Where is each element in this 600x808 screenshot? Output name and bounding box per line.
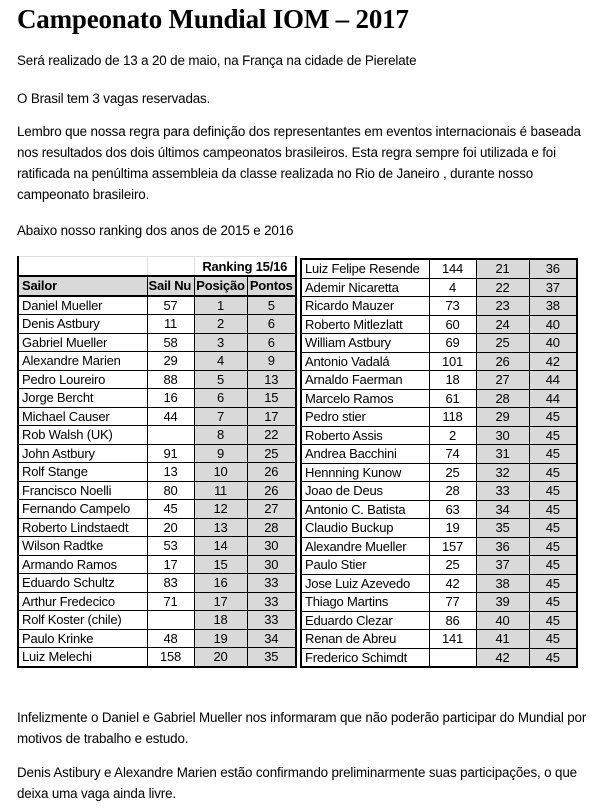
points-cell: 45 <box>529 519 577 538</box>
position-cell: 12 <box>194 500 247 519</box>
ranking-group-header-row <box>18 257 296 277</box>
ranking-row <box>301 334 577 353</box>
sail-number-cell: 44 <box>147 407 194 426</box>
sail-number-cell: 25 <box>429 556 476 575</box>
ranking-row <box>301 537 577 556</box>
sail-number-cell: 80 <box>147 481 194 500</box>
sailor-name-cell: Renan de Abreu <box>301 630 429 649</box>
points-cell: 44 <box>529 389 577 408</box>
sailor-name-cell: Claudio Buckup <box>301 519 429 538</box>
position-cell: 32 <box>476 463 529 482</box>
sailor-name-cell: Antonio C. Batista <box>301 500 429 519</box>
points-cell: 45 <box>529 611 577 630</box>
position-cell: 9 <box>194 444 247 463</box>
points-cell: 45 <box>529 556 577 575</box>
ranking-row <box>301 611 577 630</box>
sailor-name-cell: Joao de Deus <box>301 482 429 501</box>
points-cell: 6 <box>247 315 296 334</box>
points-cell: 42 <box>529 352 577 371</box>
sail-number-cell: 69 <box>429 334 476 353</box>
position-cell: 22 <box>476 278 529 297</box>
ranking-group-header: Ranking 15/16 <box>194 257 296 277</box>
sail-number-cell: 60 <box>429 315 476 334</box>
sailor-name-cell: Daniel Mueller <box>18 296 147 315</box>
sail-number-cell: 141 <box>429 630 476 649</box>
sail-number-cell: 53 <box>147 537 194 556</box>
sail-number-cell: 158 <box>147 648 194 667</box>
position-cell: 10 <box>194 463 247 482</box>
position-cell: 28 <box>476 389 529 408</box>
sail-number-cell: 74 <box>429 445 476 464</box>
points-cell: 5 <box>247 296 296 315</box>
ranking-row <box>18 407 296 426</box>
points-cell: 6 <box>247 333 296 352</box>
header-empty-cell <box>18 257 147 277</box>
sailor-name-cell: Ademir Nicaretta <box>301 278 429 297</box>
sail-number-cell: 25 <box>429 463 476 482</box>
points-cell: 15 <box>247 389 296 408</box>
points-cell: 36 <box>529 259 577 278</box>
ranking-row <box>18 315 296 334</box>
sailor-name-cell: Andrea Bacchini <box>301 445 429 464</box>
sail-number-cell: 58 <box>147 333 194 352</box>
sailor-name-cell: Rolf Stange <box>18 463 147 482</box>
points-cell: 30 <box>247 537 296 556</box>
ranking-row <box>301 352 577 371</box>
position-cell: 8 <box>194 426 247 445</box>
sailor-name-cell: Michael Causer <box>18 407 147 426</box>
points-cell: 26 <box>247 481 296 500</box>
sailor-name-cell: Marcelo Ramos <box>301 389 429 408</box>
points-cell: 44 <box>529 371 577 390</box>
sail-number-cell: 13 <box>147 463 194 482</box>
position-cell: 16 <box>194 574 247 593</box>
sailor-name-cell: Roberto Lindstaedt <box>18 518 147 537</box>
position-cell: 4 <box>194 352 247 371</box>
sail-number-cell: 101 <box>429 352 476 371</box>
points-cell: 33 <box>247 592 296 611</box>
points-cell: 26 <box>247 463 296 482</box>
sail-number-cell <box>147 611 194 630</box>
sailor-name-cell: Rob Walsh (UK) <box>18 426 147 445</box>
sailor-name-cell: Jorge Bercht <box>18 389 147 408</box>
ranking-row <box>18 629 296 648</box>
points-cell: 30 <box>247 555 296 574</box>
ranking-row <box>301 593 577 612</box>
position-cell: 6 <box>194 389 247 408</box>
sail-number-cell: 45 <box>147 500 194 519</box>
sail-number-cell: 42 <box>429 574 476 593</box>
ranking-row <box>18 481 296 500</box>
position-cell: 41 <box>476 630 529 649</box>
ranking-row <box>18 389 296 408</box>
sailor-name-cell: Jose Luiz Azevedo <box>301 574 429 593</box>
paragraph-ranking-intro: Abaixo nosso ranking dos anos de 2015 e 2016 <box>17 223 294 238</box>
sail-number-cell: 11 <box>147 315 194 334</box>
sail-number-cell: 77 <box>429 593 476 612</box>
sailor-name-cell: Rolf Koster (chile) <box>18 611 147 630</box>
ranking-row <box>18 574 296 593</box>
points-cell: 45 <box>529 593 577 612</box>
paragraph-event-dates: Será realizado de 13 a 20 de maio, na França na cidade de Pierelate <box>17 53 417 68</box>
position-cell: 29 <box>476 408 529 427</box>
ranking-row <box>18 370 296 389</box>
ranking-row <box>301 371 577 390</box>
points-cell: 38 <box>529 297 577 316</box>
column-header-sail-number: Sail Nu <box>147 276 194 296</box>
position-cell: 7 <box>194 407 247 426</box>
position-cell: 42 <box>476 648 529 667</box>
points-cell: 45 <box>529 408 577 427</box>
points-cell: 13 <box>247 370 296 389</box>
ranking-row <box>18 333 296 352</box>
sailor-name-cell: Antonio Vadalá <box>301 352 429 371</box>
sail-number-cell: 17 <box>147 555 194 574</box>
ranking-table-right <box>300 258 578 668</box>
sail-number-cell: 28 <box>429 482 476 501</box>
ranking-row <box>301 389 577 408</box>
sail-number-cell: 88 <box>147 370 194 389</box>
sailor-name-cell: William Astbury <box>301 334 429 353</box>
sailor-name-cell: Wilson Radtke <box>18 537 147 556</box>
position-cell: 37 <box>476 556 529 575</box>
position-cell: 35 <box>476 519 529 538</box>
points-cell: 45 <box>529 574 577 593</box>
sailor-name-cell: Paulo Stier <box>301 556 429 575</box>
ranking-row <box>301 408 577 427</box>
sailor-name-cell: Luiz Felipe Resende <box>301 259 429 278</box>
ranking-row <box>301 648 577 667</box>
points-cell: 9 <box>247 352 296 371</box>
ranking-row <box>301 297 577 316</box>
sailor-name-cell: John Astbury <box>18 444 147 463</box>
sail-number-cell: 4 <box>429 278 476 297</box>
points-cell: 40 <box>529 334 577 353</box>
sail-number-cell: 19 <box>429 519 476 538</box>
position-cell: 1 <box>194 296 247 315</box>
column-header-sailor: Sailor <box>18 276 147 296</box>
sailor-name-cell: Pedro Loureiro <box>18 370 147 389</box>
sail-number-cell: 83 <box>147 574 194 593</box>
sail-number-cell: 57 <box>147 296 194 315</box>
sail-number-cell: 73 <box>429 297 476 316</box>
ranking-row <box>18 592 296 611</box>
points-cell: 45 <box>529 482 577 501</box>
sail-number-cell <box>429 648 476 667</box>
sail-number-cell: 144 <box>429 259 476 278</box>
sailor-name-cell: Roberto Mitlezlatt <box>301 315 429 334</box>
points-cell: 45 <box>529 500 577 519</box>
points-cell: 17 <box>247 407 296 426</box>
column-header-position: Posição <box>194 276 247 296</box>
sailor-name-cell: Armando Ramos <box>18 555 147 574</box>
position-cell: 33 <box>476 482 529 501</box>
position-cell: 36 <box>476 537 529 556</box>
sail-number-cell: 16 <box>147 389 194 408</box>
ranking-row <box>301 278 577 297</box>
sailor-name-cell: Gabriel Mueller <box>18 333 147 352</box>
position-cell: 14 <box>194 537 247 556</box>
points-cell: 25 <box>247 444 296 463</box>
points-cell: 45 <box>529 630 577 649</box>
header-empty-cell <box>147 257 194 277</box>
position-cell: 25 <box>476 334 529 353</box>
sailor-name-cell: Thiago Martins <box>301 593 429 612</box>
paragraph-withdrawals: Infelizmente o Daniel e Gabriel Mueller nos informaram que não poderão participar do Mundial por motivos de trabalho e estudo. <box>17 710 587 746</box>
sail-number-cell: 86 <box>429 611 476 630</box>
sail-number-cell: 29 <box>147 352 194 371</box>
ranking-row <box>301 574 577 593</box>
ranking-row <box>18 426 296 445</box>
position-cell: 31 <box>476 445 529 464</box>
points-cell: 35 <box>247 648 296 667</box>
sailor-name-cell: Arthur Fredecico <box>18 592 147 611</box>
ranking-row <box>301 556 577 575</box>
points-cell: 45 <box>529 426 577 445</box>
position-cell: 17 <box>194 592 247 611</box>
sail-number-cell: 18 <box>429 371 476 390</box>
sailor-name-cell: Luiz Melechi <box>18 648 147 667</box>
sail-number-cell: 48 <box>147 629 194 648</box>
ranking-row <box>301 259 577 278</box>
position-cell: 19 <box>194 629 247 648</box>
ranking-row <box>301 500 577 519</box>
sailor-name-cell: Francisco Noelli <box>18 481 147 500</box>
position-cell: 39 <box>476 593 529 612</box>
position-cell: 3 <box>194 333 247 352</box>
sailor-name-cell: Alexandre Marien <box>18 352 147 371</box>
ranking-row <box>18 352 296 371</box>
sailor-name-cell: Fernando Campelo <box>18 500 147 519</box>
points-cell: 40 <box>529 315 577 334</box>
position-cell: 34 <box>476 500 529 519</box>
sail-number-cell <box>147 426 194 445</box>
points-cell: 22 <box>247 426 296 445</box>
sail-number-cell: 61 <box>429 389 476 408</box>
position-cell: 30 <box>476 426 529 445</box>
ranking-row <box>301 463 577 482</box>
ranking-row <box>18 463 296 482</box>
points-cell: 45 <box>529 445 577 464</box>
ranking-row <box>301 519 577 538</box>
position-cell: 26 <box>476 352 529 371</box>
ranking-row <box>18 518 296 537</box>
ranking-row <box>18 537 296 556</box>
points-cell: 45 <box>529 537 577 556</box>
sailor-name-cell: Paulo Krinke <box>18 629 147 648</box>
position-cell: 13 <box>194 518 247 537</box>
position-cell: 11 <box>194 481 247 500</box>
sailor-name-cell: Frederico Schimdt <box>301 648 429 667</box>
ranking-row <box>18 296 296 315</box>
points-cell: 34 <box>247 629 296 648</box>
sailor-name-cell: Ricardo Mauzer <box>301 297 429 316</box>
ranking-row <box>301 315 577 334</box>
sailor-name-cell: Denis Astbury <box>18 315 147 334</box>
ranking-row <box>18 444 296 463</box>
points-cell: 27 <box>247 500 296 519</box>
position-cell: 27 <box>476 371 529 390</box>
points-cell: 45 <box>529 463 577 482</box>
sail-number-cell: 118 <box>429 408 476 427</box>
ranking-row <box>18 611 296 630</box>
position-cell: 2 <box>194 315 247 334</box>
paragraph-selection-rule: Lembro que nossa regra para definição dos representantes em eventos internacionais é baseada nos resultados dos dois últimos campeonatos brasileiros. Esta regra sempre foi utilizada e foi ratificada na penúltima assembleia da classe realizada no Rio de Janeiro , durante nosso campeonato brasileiro. <box>17 124 581 202</box>
ranking-row <box>301 482 577 501</box>
sailor-name-cell: Eduardo Clezar <box>301 611 429 630</box>
position-cell: 20 <box>194 648 247 667</box>
ranking-row <box>301 426 577 445</box>
sail-number-cell: 91 <box>147 444 194 463</box>
position-cell: 18 <box>194 611 247 630</box>
position-cell: 5 <box>194 370 247 389</box>
ranking-row <box>18 555 296 574</box>
points-cell: 45 <box>529 648 577 667</box>
paragraph-reserved-spots: O Brasil tem 3 vagas reservadas. <box>17 91 211 106</box>
column-header-row <box>18 276 296 296</box>
position-cell: 40 <box>476 611 529 630</box>
position-cell: 38 <box>476 574 529 593</box>
points-cell: 33 <box>247 611 296 630</box>
points-cell: 28 <box>247 518 296 537</box>
ranking-row <box>18 500 296 519</box>
sail-number-cell: 157 <box>429 537 476 556</box>
paragraph-confirmations: Denis Astibury e Alexandre Marien estão confirmando preliminarmente suas participações, o que deixa uma vaga ainda livre. <box>17 765 577 801</box>
position-cell: 15 <box>194 555 247 574</box>
sail-number-cell: 20 <box>147 518 194 537</box>
sail-number-cell: 71 <box>147 592 194 611</box>
sailor-name-cell: Hennning Kunow <box>301 463 429 482</box>
ranking-row <box>301 630 577 649</box>
column-header-points: Pontos <box>247 276 296 296</box>
document-title: Campeonato Mundial IOM – 2017 <box>17 4 409 34</box>
position-cell: 23 <box>476 297 529 316</box>
position-cell: 21 <box>476 259 529 278</box>
points-cell: 33 <box>247 574 296 593</box>
sailor-name-cell: Eduardo Schultz <box>18 574 147 593</box>
sailor-name-cell: Alexandre Mueller <box>301 537 429 556</box>
ranking-row <box>301 445 577 464</box>
ranking-row <box>18 648 296 667</box>
sailor-name-cell: Arnaldo Faerman <box>301 371 429 390</box>
ranking-table-left <box>17 256 297 668</box>
sailor-name-cell: Roberto Assis <box>301 426 429 445</box>
sailor-name-cell: Pedro stier <box>301 408 429 427</box>
position-cell: 24 <box>476 315 529 334</box>
sail-number-cell: 2 <box>429 426 476 445</box>
points-cell: 37 <box>529 278 577 297</box>
sail-number-cell: 63 <box>429 500 476 519</box>
